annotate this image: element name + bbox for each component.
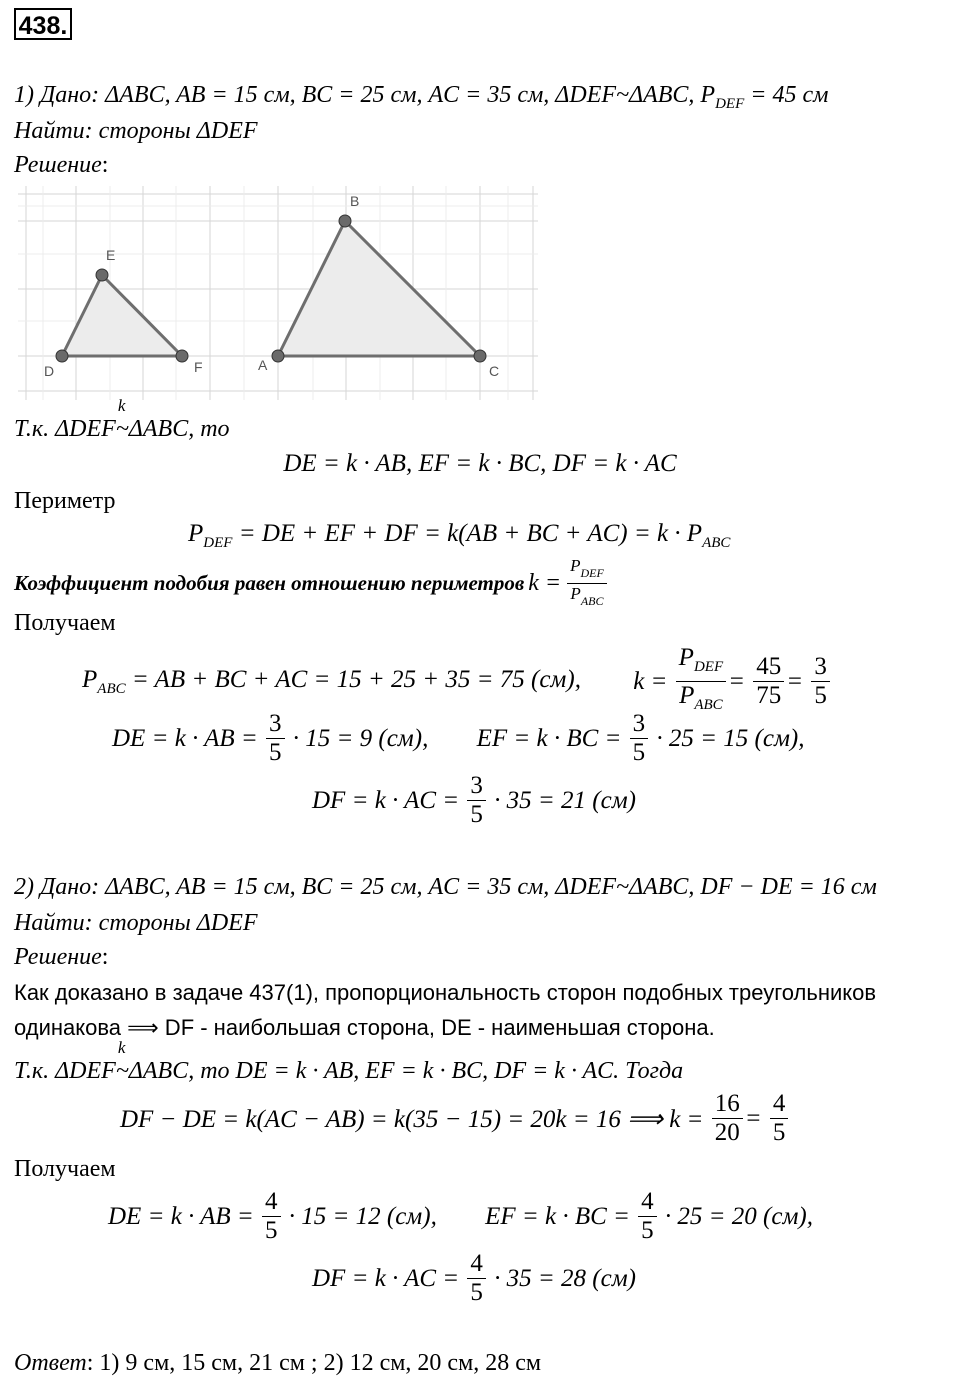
part2-eq-main-frac1 [712,1090,743,1147]
part1-eq-k-frac1 [676,644,726,719]
part1-eq-k-num3: 3 [811,653,830,682]
triangles-figure [18,186,538,400]
part1-given-tail: = 45 см [744,82,829,108]
part2-k-above: k [117,1038,126,1057]
part1-eq-ef-a: EF = k · BC = [476,724,622,752]
part1-find-text: : стороны ΔDEF [84,118,258,144]
answer-label: Ответ [14,1350,87,1376]
part1-since-prefix: Т.к. ΔDEF [14,416,116,442]
part1-given-sub: DEF [715,96,745,112]
part2-find [14,910,258,937]
part1-eq-df-frac [467,772,486,829]
part2-solution-label [14,944,108,971]
part1-solution-label [14,152,108,179]
label-c: C [489,363,500,379]
part2-eq-ef-b: · 25 = 20 (см), [664,1202,813,1230]
part2-eq-main-num1: 16 [712,1090,743,1119]
part1-eq-k-num2: 45 [753,653,784,682]
part2-eq-df-b: · 35 = 28 (см) [494,1264,636,1292]
part2-get-word: Получаем [14,1156,116,1182]
part1-eq-de-num: 3 [266,710,285,739]
part1-eq-df-b: · 35 = 21 (см) [494,786,636,814]
part2-para1: Как доказано в задаче 437(1), пропорциональность сторон подобных треугольников [14,980,877,1005]
point-d [56,350,68,362]
part2-since-suffix: ΔABC, то DE = k · AB, EF = k · BC, DF = k · AC. Тогда [128,1058,684,1084]
part1-eq-ef-b: · 25 = 15 (см), [656,724,805,752]
part1-eq-k-num1-sub: DEF [693,659,724,675]
part1-find-label: Найти [14,118,85,144]
part2-eq-de-ef-row [108,1188,813,1245]
part1-eq-k-den1-sub: ABC [694,697,723,713]
part2-eq-main-num2: 4 [770,1090,789,1119]
point-f [176,350,188,362]
part1-eq-de-b: · 15 = 9 (см), [292,724,429,752]
part1-since [14,396,230,443]
part1-eq-ef-num: 3 [630,710,649,739]
answer [14,1350,541,1377]
point-c [474,350,486,362]
part2-eq-main-row: DF − DE = k(AC − AB) = k(35 − 15) = 20k = 16 ⟹ k = $\frac{16}{20}$ = $\frac{4}{5}$ [120,1090,790,1147]
part1-rule-frac [567,556,607,611]
point-b [339,215,351,227]
part1-eq-perimeter-p: P [188,520,204,547]
part1-find [14,118,258,145]
label-f: F [194,359,203,375]
part2-since [14,1038,684,1085]
part1-eq-perimeter-sub: DEF [203,535,233,551]
part1-eq-df-num: 3 [467,772,486,801]
part2-eq-df-row [312,1250,636,1307]
problem-number: 438. [14,8,72,40]
part2-eq-de-a: DE = k · AB = [108,1202,254,1230]
part1-eq-k-den2: 75 [756,682,782,709]
part1-rule-num-sub: DEF [580,566,604,580]
part1-rule [14,556,609,611]
part2-given-text: : ΔABC, AB = 15 см, BC = 25 см, AC = 35 см, ΔDEF~ΔABC, DF − DE = 16 см [91,874,877,900]
part2-eq-df-num: 4 [467,1250,486,1279]
part2-eq-main: DF − DE = k(AC − AB) = k(35 − 15) = 20k = 16 ⟹ k = [120,1105,704,1133]
part2-eq-ef-frac [638,1188,657,1245]
part1-eq-de-a: DE = k · AB = [112,724,258,752]
part1-since-suffix: ΔABC, то [128,416,230,442]
part1-eq-de-frac [266,710,285,767]
part1-similar [115,396,129,443]
part2-para2: одинакова ⟹ DF - наибольшая сторона, DE - наименьшая сторона. [14,1015,715,1040]
part1-eq-k-den3: 5 [814,682,827,709]
part2-similar [115,1038,129,1085]
part1-eq-de-ef-row [112,710,805,767]
part1-eq-df-a: DF = k · AC = [312,786,460,814]
part1-similar-sign: ~ [115,416,129,442]
part1-eq-ef-frac [630,710,649,767]
part1-get-word: Получаем [14,610,116,636]
part1-eq-k-den1: P [679,682,695,709]
part2-given [14,874,877,901]
part2-given-label: 2) Дано [14,874,92,900]
part1-rule-k: k = [528,570,562,596]
part1-eq-sides: DE = k · AB, EF = k · BC, DF = k · AC [283,450,677,477]
label-a: A [258,357,268,373]
part1-eq-k-num1: P [678,644,694,671]
part1-k-above: k [117,396,126,415]
part1-eq-pabc-row: $P_{ABC}$ = AB + BC + AC = 15 + 25 + 35 = 75 (см), k = $\frac{P_{DEF}}{P_{ABC}}$ = $\frac{45}{75}$ = $\frac{3}{5}$ [82,644,832,719]
part2-since-prefix: Т.к. ΔDEF [14,1058,116,1084]
part1-eq-k-frac3 [811,653,830,710]
part2-eq-de-num: 4 [262,1188,281,1217]
part1-rule-text: Коэффициент подобия равен отношению периметров [14,571,525,595]
part1-eq-pabc-sub: ABC [97,680,126,697]
label-e: E [106,247,116,263]
part1-rule-num: P [570,556,581,575]
answer-text: : 1) 9 см, 15 см, 21 см ; 2) 12 см, 20 см, 28 см [86,1350,542,1376]
part2-find-label: Найти [14,910,85,936]
label-b: B [350,193,360,209]
part1-eq-ef-den: 5 [632,739,646,766]
part1-perimeter-word: Периметр [14,488,116,514]
label-d: D [44,363,55,379]
part1-eq-pabc-p: P [82,665,98,693]
part2-eq-ef-num: 4 [638,1188,657,1217]
part2-solution-word: Решение [14,944,102,970]
part2-eq-main-den1: 20 [714,1119,740,1146]
part1-eq-de-den: 5 [269,739,282,766]
part1-eq-perimeter-body: = DE + EF + DF = k(AB + BC + AC) = k · P [232,520,703,547]
part1-eq-k-lhs: k = [633,667,668,695]
part2-eq-main-frac2 [770,1090,789,1147]
part2-similar-sign: ~ [115,1058,129,1084]
part1-eq-df-den: 5 [470,801,483,828]
point-e [96,269,108,281]
part1-rule-den-sub: ABC [580,594,604,608]
part2-eq-df-den: 5 [470,1279,483,1306]
part1-given-text: : ΔABC, AB = 15 см, BC = 25 см, AC = 35 см, ΔDEF~ΔABC, P [91,82,716,108]
part1-eq-pabc [82,666,581,698]
part1-eq-perimeter-sub2: ABC [702,535,731,551]
part2-eq-de-frac [262,1188,281,1245]
part2-solution-colon: : [101,944,109,970]
part1-given [14,82,828,113]
triangle-def [62,275,182,356]
part2-eq-de-b: · 15 = 12 (см), [288,1202,437,1230]
part1-solution-word: Решение [14,152,102,178]
part1-given-label: 1) Дано [14,82,92,108]
part2-eq-df-frac [467,1250,486,1307]
part1-eq-pabc-body: = AB + BC + AC = 15 + 25 + 35 = 75 (см), [125,665,581,693]
part1-eq-k-frac2 [753,653,784,710]
part1-rule-den: P [570,584,581,603]
part2-eq-de-den: 5 [265,1217,278,1244]
part1-eq-perimeter [188,520,730,552]
part1-eq-df-row [312,772,636,829]
part1-solution-colon: : [101,152,109,178]
part2-find-text: : стороны ΔDEF [84,910,258,936]
part2-eq-ef-a: EF = k · BC = [485,1202,630,1230]
point-a [272,350,284,362]
part2-eq-main-den2: 5 [772,1119,786,1146]
part2-eq-df-a: DF = k · AC = [312,1264,460,1292]
part2-eq-ef-den: 5 [641,1217,654,1244]
